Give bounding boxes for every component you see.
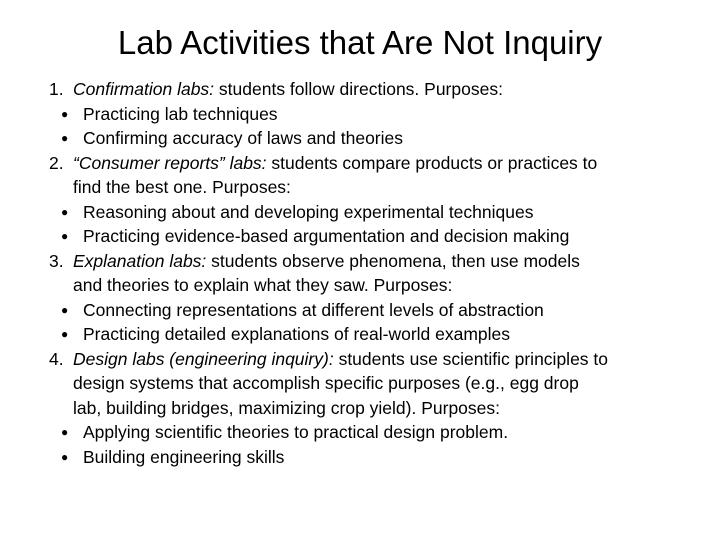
sub-bullet-item [49,420,694,445]
item-description: students use scientific principles to [333,348,609,369]
sub-bullet-text: Applying scientific theories to practical design problem. [83,422,509,442]
bullet-dot-icon: ● [61,449,69,464]
item-label: Confirmation labs: [73,79,215,99]
item-description: students compare products or practices to [266,152,598,173]
item-text-line: and theories to explain what they saw. Purposes: [73,275,453,295]
slide-content [49,77,694,469]
item-text-line [73,151,694,176]
item-text-line [73,249,694,274]
item-description: students observe phenomena, then use models [206,250,580,271]
list-item-confirmation-labs [49,77,694,102]
sub-bullet-item [49,200,694,225]
sub-bullet-text: Connecting representations at different levels of abstraction [83,299,544,320]
item-text-line: find the best one. Purposes: [73,177,291,197]
sub-bullet-list [49,102,694,151]
sub-bullet-item [49,102,694,127]
item-label: Design labs (engineering inquiry): [73,348,334,369]
item-label: “Consumer reports” labs: [73,152,267,173]
item-text-line: lab, building bridges, maximizing crop yield). Purposes: [73,397,501,418]
sub-bullet-list [49,420,694,469]
list-item-explanation-labs [49,249,694,298]
bullet-dot-icon: ● [61,106,69,121]
sub-bullet-list [49,298,694,347]
sub-bullet-item [49,224,694,249]
item-label: Explanation labs: [73,250,207,271]
slide-title: Lab Activities that Are Not Inquiry [117,24,603,61]
sub-bullet-text: Practicing detailed explanations of real-world examples [83,324,511,344]
item-number: 1. [49,79,64,99]
item-number: 3. [49,250,64,271]
item-text-line [73,347,694,372]
sub-bullet-text: Reasoning about and developing experimental techniques [83,201,534,222]
item-text-line: design systems that accomplish specific purposes (e.g., egg drop [73,373,579,393]
sub-bullet-item [49,126,694,151]
list-item-design-labs [49,347,694,421]
bullet-dot-icon: ● [61,204,69,219]
bullet-dot-icon: ● [61,131,69,145]
sub-bullet-text: Building engineering skills [83,446,285,467]
item-number: 2. [49,152,64,173]
bullet-dot-icon: ● [61,229,69,243]
list-item-consumer-reports-labs [49,151,694,200]
sub-bullet-text: Confirming accuracy of laws and theories [83,128,404,148]
sub-bullet-item [49,322,694,347]
sub-bullet-text: Practicing lab techniques [83,103,278,124]
item-number: 4. [49,348,64,369]
item-text-line [73,77,694,102]
item-description: students follow directions. Purposes: [214,79,503,99]
sub-bullet-list [49,200,694,249]
sub-bullet-text: Practicing evidence-based argumentation and decision making [83,226,570,246]
sub-bullet-item [49,298,694,323]
bullet-dot-icon: ● [61,327,69,341]
bullet-dot-icon: ● [61,302,69,317]
sub-bullet-item [49,445,694,470]
bullet-dot-icon: ● [61,425,69,439]
